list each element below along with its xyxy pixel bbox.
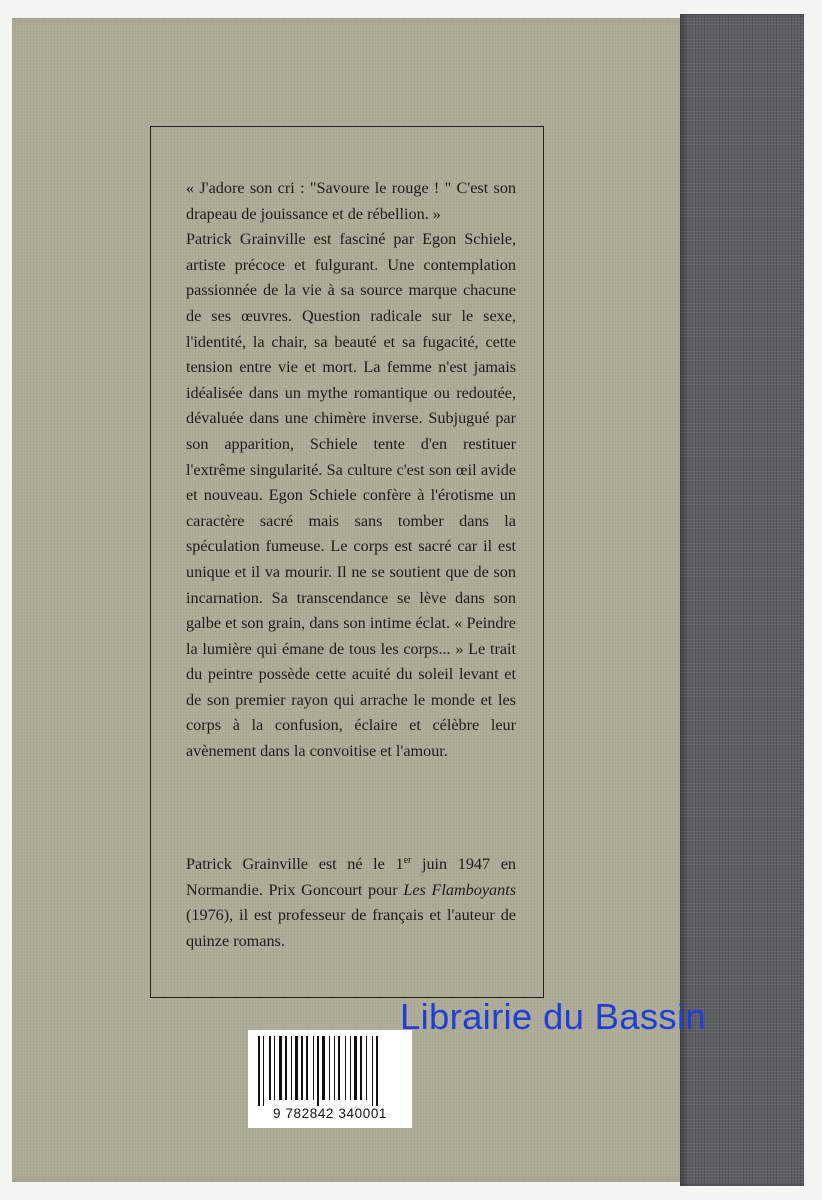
book-title: Les Flamboyants <box>403 880 516 899</box>
quote-close-mark: » <box>432 204 441 223</box>
opening-quote <box>186 176 516 227</box>
barcode-bars <box>258 1036 402 1106</box>
blurb-paragraph <box>186 227 516 764</box>
quote-open-mark: « <box>186 179 195 197</box>
bio-part-3: (1976), il est professeur de français et l'auteur de quinze romans. <box>186 906 516 950</box>
author-bio <box>186 852 516 954</box>
isbn-digits: 9 782842 340001 <box>272 1106 388 1121</box>
bio-part-1: Patrick Grainville est né le 1 <box>186 855 404 873</box>
quote-text: J'adore son cri : "Savoure le rouge ! " C'est son drapeau de jouissance et de rébellion. <box>186 179 517 223</box>
bio-part-2: juin 1947 en Normandie. Prix Goncourt pour <box>186 855 517 899</box>
quote2-open-mark: « <box>454 614 463 633</box>
bookshop-watermark: Librairie du Bassin <box>400 996 706 1037</box>
blurb-body-1: Patrick Grainville est fasciné par Egon Schiele, artiste précoce et fulgurant. Une contemplation passionnée de la vie à sa source marque chacune de ses œuvres. Question radicale sur le sexe, l'identité, la chair, sa beauté et sa fugacité, cette tension entre vie et mort. La femme n'est jamais idéalisée dans un mythe romantique ou redoutée, dévaluée dans une chimère inverse. Subjugué par son apparition, Schiele tente d'en restituer l'extrême singularité. Sa culture c'est son œil avide et nouveau. Egon Schiele confère à l'érotisme un caractère sacré mais sans tomber dans la spéculation fumeuse. Le corps est sacré car il est unique et il va mourir. Il ne se soutient que de son incarnation. Sa transcendance se lève dans son galbe et son grain, dans son intime éclat. <box>186 230 516 633</box>
quote2-text: Peindre la lumière qui émane de tous les corps... <box>186 614 516 658</box>
back-cover-blurb <box>186 176 516 765</box>
author-bio-paragraph <box>186 852 516 954</box>
bio-ordinal-suffix: er <box>403 855 412 866</box>
blurb-body-2: Le trait du peintre possède cette acuité du soleil levant et de son premier rayon qui arrache le monde et les corps à la confusion, éclaire et célèbre leur avènement dans la convoitise et l'amour. <box>186 639 517 761</box>
quote2-close-mark: » <box>455 639 464 658</box>
isbn-barcode <box>248 1030 412 1128</box>
